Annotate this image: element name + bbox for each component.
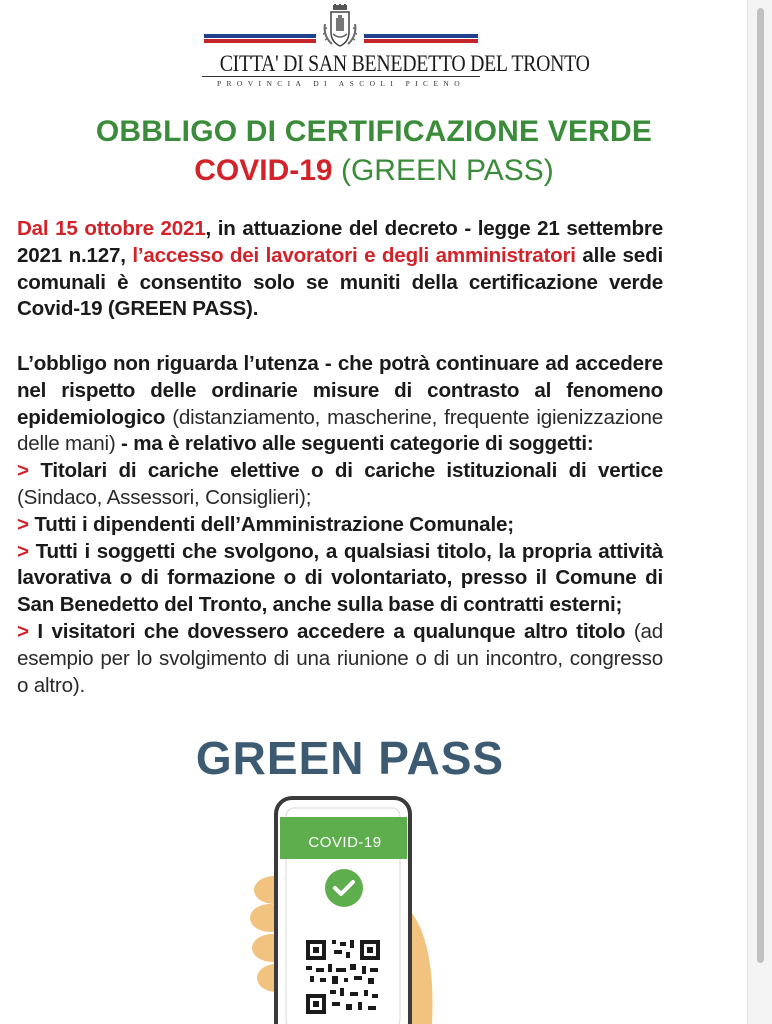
province-name: PROVINCIA DI ASCOLI PICENO <box>216 79 466 88</box>
title-line-2 <box>0 154 748 188</box>
categories-intro-light: (distanziamento, mascherine, frequente igienizzazione delle mani) <box>17 405 663 456</box>
list-item-bold: Titolari di cariche elettive o di cariche istituzionali di vertice <box>40 459 663 483</box>
city-crest-icon <box>322 4 358 50</box>
intro-highlight: l’accesso dei lavoratori e degli amministratori <box>132 243 576 267</box>
flag-band-red-left <box>204 39 316 43</box>
list-item <box>17 513 514 536</box>
intro-text-a: , in attuazione del decreto - legge 21 settembre 2021 n.127, <box>17 217 663 267</box>
green-pass-heading: GREEN PASS <box>195 732 505 784</box>
list-item <box>17 620 663 697</box>
list-item-bold: Tutti i soggetti che svolgono, a qualsiasi titolo, la propria attività lavorativa o di formazione o di volontariato, presso il Comune di San Benedetto del Tronto, anche sulla base di contratti esterni; <box>17 539 663 617</box>
title-green-pass: (GREEN PASS) <box>340 154 554 187</box>
scrollbar-thumb[interactable] <box>757 8 764 963</box>
bullet-marker-icon: > <box>17 619 29 643</box>
list-item-bold: Tutti i dipendenti dell’Amministrazione Comunale; <box>34 512 514 536</box>
bullet-marker-icon: > <box>17 539 29 563</box>
header-divider <box>202 76 480 77</box>
flag-band-red-right <box>364 39 478 43</box>
title-covid: COVID-19 <box>194 154 333 187</box>
phone-covid-label: COVID-19 <box>308 834 382 851</box>
flag-band-blue-right <box>364 34 478 38</box>
list-item <box>17 459 663 509</box>
check-circle-icon <box>325 869 363 907</box>
city-name: CITTA' DI SAN BENEDETTO DEL TRONTO <box>219 51 590 76</box>
intro-text-b: alle sedi comunali è consentito solo se muniti della certificazione verde Covid-19 (GREEN PASS). <box>17 243 663 321</box>
title-line-1: OBBLIGO DI CERTIFICAZIONE VERDE <box>95 115 653 148</box>
phone-illustration <box>240 790 460 1024</box>
bullet-marker-icon: > <box>17 512 29 536</box>
qr-code-icon <box>304 938 382 1016</box>
flag-band-blue-left <box>204 34 316 38</box>
categories-intro-bold-2: - ma è relativo alle seguenti categorie di soggetti: <box>115 432 594 456</box>
list-item <box>17 540 663 617</box>
city-header <box>200 4 590 88</box>
list-item-bold: I visitatori che dovessero accedere a qualunque altro titolo <box>37 619 626 643</box>
paragraph-intro <box>17 216 663 323</box>
intro-date: Dal 15 ottobre 2021 <box>17 217 206 240</box>
categories-intro-bold: L’obbligo non riguarda l’utenza - che potrà continuare ad accedere nel rispetto delle ordinarie misure di contrasto al fenomeno epidemiologico <box>17 352 663 429</box>
vertical-scrollbar[interactable] <box>747 0 772 1024</box>
list-item-light: (ad esempio per lo svolgimento di una riunione o di un incontro, congresso o altro). <box>17 619 663 697</box>
bullet-marker-icon: > <box>17 459 29 483</box>
list-item-light: (Sindaco, Assessori, Consiglieri); <box>17 485 312 509</box>
paragraph-categories <box>17 351 663 699</box>
